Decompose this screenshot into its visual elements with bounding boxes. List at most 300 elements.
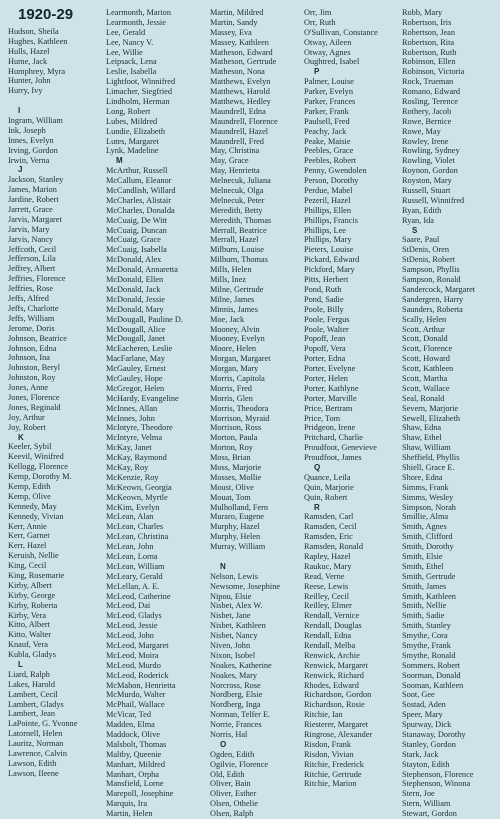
name-entry: Severn, Marjorie — [402, 403, 459, 413]
name-entry: Milburn, Louise — [210, 245, 264, 255]
name-entry: Morgan, Margaret — [210, 354, 271, 364]
name-entry: Hunter, John — [8, 76, 51, 86]
name-entry: McKenzie, Roy — [106, 472, 159, 482]
name-entry: McKay, Janet — [106, 443, 152, 453]
name-entry: Nixon, Isobel — [210, 650, 256, 660]
name-entry: Riesterer, Margaret — [304, 720, 369, 730]
name-entry: Madden, Elma — [106, 720, 155, 730]
name-entry: Morton, Roy — [210, 443, 253, 453]
section-letter: J — [18, 165, 23, 175]
name-entry: McCuaig, Duncan — [106, 225, 167, 235]
name-entry: Jarrett, Grace — [8, 205, 53, 215]
name-entry: McMahon, Henrietta — [106, 680, 176, 690]
name-entry: Martin, Mildred — [210, 8, 264, 17]
name-entry: Shaw, Edna — [402, 423, 442, 433]
name-entry: Lawrence, Calvin — [8, 749, 67, 759]
name-entry: Poole, Walter — [304, 324, 349, 334]
name-entry: Scally, Helen — [402, 314, 447, 324]
name-entry: Massey, Kathleen — [210, 37, 269, 47]
name-entry: Lindholm, Herman — [106, 97, 170, 107]
name-entry: Lundie, Elizabeth — [106, 126, 165, 136]
name-entry: Smythe, Ronald — [402, 650, 456, 660]
name-entry: McKeown, Myrtle — [106, 492, 168, 502]
name-entry: Manhart, Orpha — [106, 769, 159, 779]
name-entry: McDougall, Alice — [106, 324, 166, 334]
name-entry: Nordberg, Inga — [210, 700, 261, 710]
name-entry: Pieters, Louise — [304, 245, 354, 255]
spacer — [8, 96, 116, 106]
name-entry: Nisbet, Jane — [210, 611, 251, 621]
name-entry: Irving, Gordon — [8, 145, 58, 155]
name-entry: Humphrey, Myra — [8, 66, 66, 76]
name-entry: McHardy, Evangeline — [106, 393, 179, 403]
name-entry: Simms, Frank — [402, 482, 449, 492]
name-entry: Phillips, Lee — [304, 225, 346, 235]
name-entry: Norrie, Frances — [210, 720, 262, 730]
name-entry: Otway, Agnes — [304, 47, 351, 57]
name-entry: Keruish, Nellie — [8, 551, 59, 561]
name-entry: Parker, Frank — [304, 106, 349, 116]
name-entry: Robinson, Ellen — [402, 57, 456, 67]
name-entry: Phillips, Mary — [304, 235, 352, 245]
name-entry: Soorman, Donald — [402, 670, 461, 680]
name-entry: Massey, Eva — [210, 27, 252, 37]
name-entry: Marepoll, Josephine — [106, 789, 174, 799]
name-entry: Maundrell, Edna — [210, 106, 266, 116]
name-entry: Ringrose, Alexander — [304, 730, 373, 740]
name-entry: Orr, Ruth — [304, 17, 336, 27]
name-entry: McLeary, Gerald — [106, 571, 163, 581]
name-entry: Smith, Agnes — [402, 522, 447, 532]
name-entry: Maundrell, Florence — [210, 116, 278, 126]
name-entry: Scott, Florence — [402, 344, 453, 354]
name-entry: Jeffcoth, Cecil — [8, 244, 57, 254]
name-entry: Hurry, Ivy — [8, 86, 43, 96]
name-entry: McDonald, Annaretta — [106, 265, 178, 275]
name-entry: Joy, Robert — [8, 422, 46, 432]
name-entry: Limacher, Siegfried — [106, 87, 173, 97]
name-column-1 — [8, 27, 116, 779]
name-entry: Matthews, Harold — [210, 87, 270, 97]
name-entry: McInnes, Allan — [106, 403, 158, 413]
name-entry: McCandlish, Willard — [106, 186, 176, 196]
name-column-4 — [304, 8, 412, 789]
name-entry: Mulholland, Fern — [210, 502, 269, 512]
name-entry: Risdon, Vivian — [304, 749, 354, 759]
name-entry: Niven, John — [210, 641, 251, 650]
name-entry: Poole, Billy — [304, 304, 344, 314]
name-entry: McMurdo, Walter — [106, 690, 166, 700]
name-entry: Rothery, Jacob — [402, 106, 452, 116]
name-entry: Maundrell, Hazel — [210, 126, 269, 136]
name-entry: Royston, Mary — [402, 176, 452, 186]
name-entry: McDonald, Mary — [106, 304, 164, 314]
name-entry: Rapley, Hazel — [304, 551, 351, 561]
name-entry: Kemp, Dorothy M. — [8, 472, 72, 482]
name-entry: King, Cecil — [8, 561, 47, 571]
name-entry: Shaw, Ethel — [402, 433, 442, 443]
name-entry: Lynk, Madeline — [106, 146, 159, 156]
name-entry: Scott, Wallace — [402, 383, 450, 393]
name-entry: Parker, Frances — [304, 97, 356, 107]
name-entry: Rowling, Sydney — [402, 146, 460, 156]
name-entry: Manhart, Mildred — [106, 759, 165, 769]
name-entry: McDonald, Ellen — [106, 275, 164, 285]
name-entry: Smith, Dorothy — [402, 542, 454, 552]
name-entry: Peebles, Robert — [304, 156, 357, 166]
name-entry: Morris, Theodora — [210, 403, 269, 413]
name-entry: Jones, Anne — [8, 383, 49, 393]
name-entry: Jeffs, Charlotte — [8, 303, 59, 313]
name-entry: Murray, William — [210, 542, 266, 552]
name-entry: McLeod, Catherine — [106, 591, 171, 601]
name-entry: Smillie, Alma — [402, 512, 449, 522]
name-column-3 — [210, 8, 318, 819]
name-entry: McLeod, Roderick — [106, 670, 169, 680]
name-entry: Johnson, Ina — [8, 353, 50, 363]
name-entry: Renwick, Margaret — [304, 660, 368, 670]
name-entry: McLeod, Margaret — [106, 641, 169, 650]
name-entry: Meredith, Thomas — [210, 215, 272, 225]
name-entry: McLellan, A. E. — [106, 581, 160, 591]
name-entry: McLean, Alan — [106, 512, 154, 522]
name-entry: Mills, Helen — [210, 265, 252, 275]
name-entry: Rock, Trueman — [402, 77, 454, 87]
name-entry: Lambert, Gladys — [8, 699, 64, 709]
name-entry: Pond, Ruth — [304, 284, 342, 294]
name-entry: Norman, Telfer E. — [210, 710, 271, 720]
name-entry: Moust, Olive — [210, 482, 254, 492]
name-entry: Kemp, Edith — [8, 481, 51, 491]
name-entry: Ritchie, Ian — [304, 710, 343, 720]
name-entry: Rendall, Douglas — [304, 621, 362, 631]
name-entry: McCallum, Eleanor — [106, 176, 172, 186]
name-entry: McCharles, Donalda — [106, 205, 175, 215]
name-entry: Shaw, William — [402, 443, 451, 453]
name-entry: Shiell, Grace E. — [402, 462, 455, 472]
name-entry: Kellogg, Florence — [8, 462, 68, 472]
name-entry: McKay, Roy — [106, 462, 149, 472]
name-entry: Porter, Evelyne — [304, 364, 356, 374]
name-entry: Price, Bertram — [304, 403, 353, 413]
name-entry: Matheson, Nona — [210, 67, 265, 77]
name-entry: MacFarlane, May — [106, 354, 165, 364]
name-entry: Kubla, Gladys — [8, 650, 56, 660]
name-entry: Pickard, Edward — [304, 255, 360, 265]
name-entry: McArthur, Russell — [106, 166, 168, 176]
name-entry: Jones, Florence — [8, 392, 60, 402]
name-column-5 — [402, 8, 500, 819]
name-entry: Kirby, Roberta — [8, 600, 58, 610]
name-entry: Orr, Jim — [304, 8, 332, 17]
name-entry: Scott, Martha — [402, 373, 448, 383]
name-entry: Nelson, Lewis — [210, 571, 258, 581]
page-title: 1920-29 — [18, 6, 74, 23]
name-entry: McKay, Raymond — [106, 453, 167, 463]
name-entry: Noakes, Katherine — [210, 660, 272, 670]
name-entry: McDonald, Jack — [106, 284, 161, 294]
name-entry: Richardson, Gordon — [304, 690, 372, 700]
name-entry: Oughtred, Isabel — [304, 57, 360, 67]
name-entry: Rowe, Bernice — [402, 116, 452, 126]
name-entry: Peebles, Grace — [304, 146, 354, 156]
name-entry: Noakes, Mary — [210, 670, 258, 680]
name-entry: Stark, Jack — [402, 749, 439, 759]
name-entry: Ryan, Edith — [402, 205, 442, 215]
name-entry: Milne, James — [210, 294, 255, 304]
name-entry: Johnson, Edna — [8, 343, 57, 353]
name-entry: Kirby, Vera — [8, 610, 47, 620]
name-entry: McDougall, Janet — [106, 334, 165, 344]
name-entry: Stayton, Edith — [402, 759, 450, 769]
name-entry: Simms, Wesley — [402, 492, 454, 502]
name-entry: Mills, Inez — [210, 275, 246, 285]
name-entry: Long, Robert — [106, 106, 151, 116]
name-entry: Rendall, Melba — [304, 641, 356, 650]
name-entry: Peake, Maisie — [304, 136, 351, 146]
name-entry: Oliver, Bain — [210, 779, 251, 789]
name-entry: Moore, Helen — [210, 344, 257, 354]
name-entry: Learmonth, Marion — [106, 8, 171, 17]
name-entry: Stewart, Gordon — [402, 809, 457, 819]
name-entry: McInnes, John — [106, 413, 155, 423]
name-entry: Porter, Kathlyne — [304, 383, 359, 393]
name-entry: McVicar, Ted — [106, 710, 151, 720]
name-entry: Lawson, Ileene — [8, 768, 59, 778]
name-entry: Malsbolt, Thomas — [106, 739, 167, 749]
name-entry: McLean, John — [106, 542, 154, 552]
name-entry: Marquis, Ira — [106, 799, 148, 809]
name-entry: Meredith, Betty — [210, 205, 263, 215]
name-entry: Muraro, Eugene — [210, 512, 264, 522]
name-entry: Quin, Marjorie — [304, 482, 354, 492]
name-entry: McKeown, Georgia — [106, 482, 172, 492]
name-entry: Hughes, Kathleen — [8, 36, 68, 46]
name-entry: Milburn, Thomas — [210, 255, 268, 265]
name-entry: McKim, Evelyn — [106, 502, 160, 512]
name-entry: Sampson, Phyllis — [402, 265, 460, 275]
name-entry: Newsome, Josephine — [210, 581, 281, 591]
name-entry: Morgan, Mary — [210, 364, 259, 374]
name-entry: Melnecuk, Juliana — [210, 176, 271, 186]
name-entry: Lambert, Jean — [8, 709, 55, 719]
name-entry: Jackson, Stanley — [8, 175, 64, 185]
section-letter: S — [412, 225, 418, 235]
name-entry: May, Grace — [210, 156, 249, 166]
name-entry: McLeod, Dai — [106, 601, 151, 611]
name-entry: Merrall, Hazel — [210, 235, 259, 245]
name-entry: Oliver, Esther — [210, 789, 257, 799]
name-entry: Ritchie, Frederick — [304, 759, 364, 769]
name-entry: Murphy, Hazel — [210, 522, 260, 532]
name-entry: Johnson, Beatrice — [8, 333, 67, 343]
name-entry: Peachy, Jack — [304, 126, 347, 136]
name-entry: McLeod, Moira — [106, 650, 159, 660]
name-entry: Perdue, Mabel — [304, 186, 353, 196]
name-entry: Kerr, Annie — [8, 521, 47, 531]
name-entry: Moss, Brian — [210, 453, 251, 463]
name-entry: Lee, Nancy V. — [106, 37, 154, 47]
name-entry: Morris, Capitola — [210, 373, 265, 383]
name-entry: Leslie, Isabella — [106, 67, 157, 77]
name-entry: Johnston, Beryl — [8, 363, 61, 373]
name-entry: Quin, Robert — [304, 492, 348, 502]
name-entry: Sandergren, Harry — [402, 294, 464, 304]
name-entry: Pritchard, Charlie — [304, 433, 363, 443]
name-entry: Porter, Marville — [304, 393, 357, 403]
name-entry: Ramsden, Ronald — [304, 542, 363, 552]
name-entry: Quance, Leila — [304, 472, 351, 482]
name-entry: Kemp, Olive — [8, 491, 51, 501]
name-entry: Ryan, Ida — [402, 215, 434, 225]
section-letter: I — [18, 106, 21, 116]
name-entry: Proudfoot, Genevieve — [304, 443, 377, 453]
name-entry: Hume, Jack — [8, 56, 48, 66]
name-entry: Morton, Paula — [210, 433, 258, 443]
name-entry: Kirby, George — [8, 590, 56, 600]
name-entry: Ogden, Edith — [210, 749, 255, 759]
name-entry: McEacheren, Leslie — [106, 344, 173, 354]
name-entry: Rosling, Terence — [402, 97, 458, 107]
name-entry: McGauley, Ernest — [106, 364, 166, 374]
name-entry: Roynon, Gordon — [402, 166, 458, 176]
name-entry: Speer, Mary — [402, 710, 443, 720]
name-entry: Merrall, Beatrice — [210, 225, 267, 235]
name-entry: Smith, Elsie — [402, 551, 443, 561]
name-entry: Jeffries, Florence — [8, 274, 66, 284]
name-entry: Leipsack, Lena — [106, 57, 157, 67]
name-entry: Seal, Ronald — [402, 393, 445, 403]
name-entry: Matthews, Hedley — [210, 97, 271, 107]
name-entry: Lee, Willie — [106, 47, 143, 57]
name-entry: Knauf, Vera — [8, 640, 48, 650]
name-entry: Kerr, Hazel — [8, 541, 47, 551]
name-entry: Ingram, William — [8, 116, 63, 126]
section-letter: K — [18, 432, 24, 442]
name-entry: McCuaig, De Witt — [106, 215, 168, 225]
name-entry: Mooney, Alvin — [210, 324, 260, 334]
name-entry: Smith, Ethel — [402, 561, 444, 571]
name-entry: Saare, Paul — [402, 235, 440, 245]
name-entry: King, Rosemarie — [8, 570, 65, 580]
name-entry: McLean, Lorna — [106, 551, 158, 561]
name-entry: Maltby, Queenie — [106, 749, 162, 759]
name-entry: O'Sullivan, Constance — [304, 27, 378, 37]
name-entry: Robertson, Ruth — [402, 47, 457, 57]
name-entry: Melnecuk, Peter — [210, 195, 265, 205]
name-entry: Raukuc, Mary — [304, 561, 352, 571]
name-entry: Lutes, Margaret — [106, 136, 159, 146]
name-entry: Matthews, Evelyn — [210, 77, 271, 87]
name-entry: Moe, Jack — [210, 314, 245, 324]
name-entry: Pezeril, Hazel — [304, 195, 351, 205]
name-entry: Smythe, Cora — [402, 631, 448, 641]
name-entry: Lambert, Cecil — [8, 689, 58, 699]
name-entry: Morrison, Ross — [210, 423, 262, 433]
name-entry: Hulls, Hazel — [8, 46, 50, 56]
name-entry: McDonald, Jessie — [106, 294, 165, 304]
name-entry: Renwick, Archie — [304, 650, 360, 660]
name-entry: Ritchie, Marion — [304, 779, 357, 789]
name-entry: Jefferson, Lila — [8, 254, 56, 264]
name-entry: Robertson, Iris — [402, 17, 452, 27]
name-entry: Smith, Sadie — [402, 611, 445, 621]
name-entry: Keevil, Winifred — [8, 452, 64, 462]
name-entry: Pitts, Herbert — [304, 275, 349, 285]
name-entry: Jeffs, William — [8, 313, 55, 323]
name-entry: McDougall, Pauline D. — [106, 314, 183, 324]
name-entry: McGauley, Hope — [106, 373, 163, 383]
name-entry: Russell, Winnifred — [402, 195, 465, 205]
name-entry: Rowley, Irene — [402, 136, 449, 146]
name-entry: Ogilvie, Florence — [210, 759, 269, 769]
name-entry: Pond, Sadie — [304, 294, 344, 304]
name-entry: Mansfield, Lorne — [106, 779, 164, 789]
section-letter: L — [18, 660, 23, 669]
name-entry: Lee, Gerald — [106, 27, 146, 37]
section-letter: R — [314, 502, 320, 512]
name-entry: Saunders, Roberta — [402, 304, 463, 314]
name-entry: Lightfoot, Winnifred — [106, 77, 176, 87]
name-entry: Scott, Arthur — [402, 324, 445, 334]
name-entry: Sostad, Aden — [402, 700, 446, 710]
spacer — [210, 552, 318, 562]
name-entry: LaPointe, G. Yvonne — [8, 719, 78, 729]
name-entry: Romano, Edward — [402, 87, 461, 97]
name-entry: Person, Dorothy — [304, 176, 359, 186]
name-entry: Stephenson, Winona — [402, 779, 471, 789]
name-entry: Kitto, Walter — [8, 630, 51, 640]
name-entry: Kirby, Albert — [8, 580, 52, 590]
name-entry: Lauritz, Norman — [8, 739, 64, 749]
name-entry: Morrison, Myraid — [210, 413, 270, 423]
name-entry: Maundrell, Fred — [210, 136, 264, 146]
name-entry: McLean, Charles — [106, 522, 164, 532]
name-entry: Keeler, Sybil — [8, 442, 52, 452]
name-entry: Nisbet, Nancy — [210, 631, 258, 641]
name-entry: Sooman, Kathleen — [402, 680, 464, 690]
name-entry: Rowling, Violet — [402, 156, 455, 166]
name-entry: Kerr, Garnet — [8, 531, 50, 541]
name-entry: Soot, Gee — [402, 690, 435, 700]
name-entry: Porter, Edna — [304, 354, 346, 364]
name-entry: Stanaway, Dorothy — [402, 730, 466, 740]
name-entry: Risdon, Frank — [304, 739, 352, 749]
name-entry: Jardine, Robert — [8, 195, 59, 205]
name-entry: Sommers, Robert — [402, 660, 461, 670]
name-entry: McGregor, Helen — [106, 383, 165, 393]
name-entry: Shore, Edna — [402, 472, 443, 482]
name-entry: McCuaig, Isabella — [106, 245, 167, 255]
name-entry: Rendall, Edna — [304, 631, 352, 641]
name-entry: Nipou, Elsie — [210, 591, 252, 601]
name-entry: Kennedy, Vivian — [8, 511, 64, 521]
name-entry: Ramsden, Eric — [304, 532, 353, 542]
name-entry: Robertson, Jean — [402, 27, 455, 37]
section-letter: P — [314, 67, 320, 77]
name-entry: Old, Edith — [210, 769, 245, 779]
name-entry: Matheson, Edward — [210, 47, 273, 57]
name-entry: Palmer, Louise — [304, 77, 354, 87]
name-entry: Scott, Donald — [402, 334, 448, 344]
name-entry: Stephenson, Florence — [402, 769, 474, 779]
name-entry: Robinson, Victoria — [402, 67, 465, 77]
name-entry: Scott, Kathleen — [402, 364, 454, 374]
name-entry: Rendall, Vernice — [304, 611, 360, 621]
name-entry: Moss, Marjorie — [210, 462, 262, 472]
name-entry: Norris, Hal — [210, 730, 248, 740]
name-entry: Richardson, Rosie — [304, 700, 365, 710]
